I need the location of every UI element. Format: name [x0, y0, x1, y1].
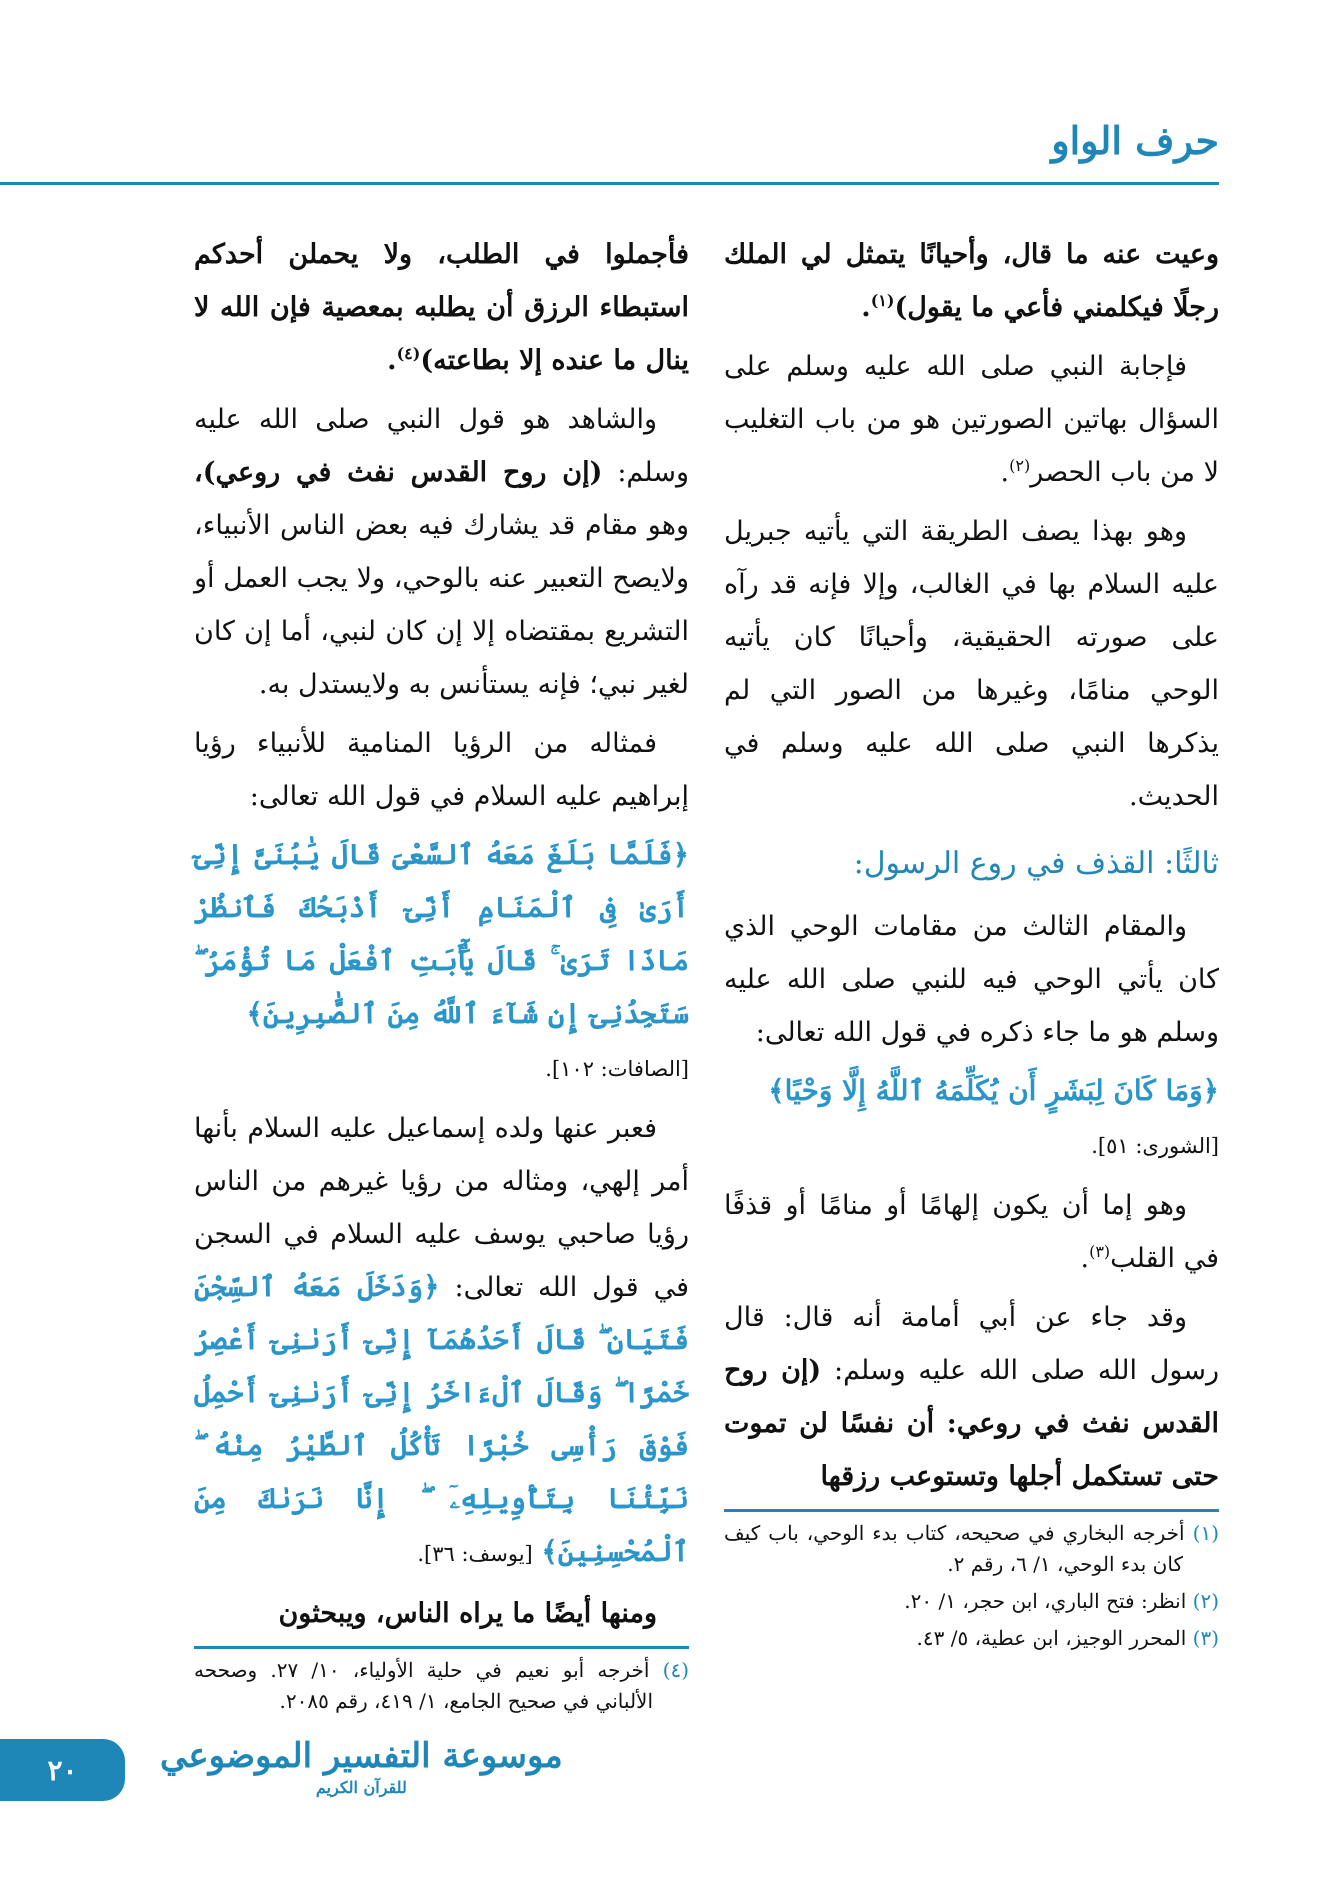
series-logo: [160, 1734, 563, 1798]
paragraph: والمقام الثالث من مقامات الوحي الذي كان يأتي الوحي فيه للنبي صلى الله عليه وسلم هو ما جاء ذكره في قول الله تعالى:: [724, 911, 1219, 1048]
footnote: [194, 1655, 689, 1717]
footnote-number: (٢): [1192, 1589, 1219, 1613]
verse-reference: [الشورى: ٥١].: [1091, 1134, 1219, 1158]
paragraph: [724, 1179, 1219, 1285]
footnote-number: (١): [1192, 1521, 1219, 1545]
footnote-number: (٣): [1192, 1626, 1219, 1650]
paragraph: [724, 228, 1219, 334]
text: وقد جاء عن أبي أمامة أنه قال: قال رسول الله صلى الله عليه وسلم:: [724, 1302, 1220, 1386]
footnote: [724, 1586, 1219, 1617]
page-number-tab: [0, 1739, 125, 1801]
section-heading: ثالثًا: القذف في روع الرسول:: [853, 846, 1219, 881]
quran-verse-block: [194, 829, 689, 1096]
series-logo-title: موسوعة التفسير الموضوعي: [160, 1736, 563, 1776]
footnotes-left: [194, 1655, 689, 1717]
text: .: [1080, 1243, 1090, 1274]
text: وهو مقام قد يشارك فيه بعض الناس الأنبياء، ولايصح التعبير عنه بالوحي، ولا يجب العمل أو التشريع بمقتضاه إلا إن كان لنبي، أما إن كان لغير نبي؛ فإنه يستأنس به ولايستدل به.: [194, 510, 689, 700]
footnote: [724, 1623, 1219, 1654]
quran-verse: ﴿وَمَا كَانَ لِبَشَرٍ أَن يُكَلِّمَهُ ٱللَّهُ إِلَّا وَحْيًا﴾: [768, 1074, 1219, 1107]
footnote-text: المحرر الوجيز، ابن عطية، ٥/ ٤٣.: [916, 1626, 1187, 1650]
page-number: ٢٠: [47, 1753, 78, 1787]
text: وهو إما أن يكون إلهامًا أو منامًا أو قذفًا في القلب: [724, 1190, 1219, 1274]
footnote-divider: [194, 1646, 689, 1649]
footnote-ref-1[interactable]: (١): [870, 291, 895, 310]
footnote-ref-4[interactable]: (٤): [396, 344, 421, 363]
hadith-quote: (إن روح القدس نفث في روعي)،: [194, 457, 603, 488]
paragraph: ومنها أيضًا ما يراه الناس، ويبحثون: [278, 1598, 657, 1629]
footnote-divider: [724, 1509, 1219, 1512]
footnote-text: انظر: فتح الباري، ابن حجر، ١/ ٢٠.: [904, 1589, 1187, 1613]
right-column: [724, 228, 1219, 1660]
chapter-title: حرف الواو: [1051, 118, 1219, 163]
left-column: [194, 228, 689, 1723]
quran-verse: ﴿وَدَخَلَ مَعَهُ ٱلسِّجْنَ فَتَيَانِ ۖ قَالَ أَحَدُهُمَآ إِنِّىٓ أَرَىٰنِىٓ أَعْصِرُ خَمْرًا ۖ وَقَالَ ٱلْءَاخَرُ إِنِّىٓ أَرَىٰنِىٓ أَحْمِلُ فَوْقَ رَأْسِى خُبْزًا تَأْكُلُ ٱلطَّيْرُ مِنْهُ ۖ نَبِّئْنَا بِتَأْوِيلِهِۦٓ ۖ إِنَّا نَرَىٰكَ مِنَ ٱلْمُحْسِنِينَ﴾: [194, 1270, 689, 1568]
hadith-quote: (إن روح القدس نفث في روعي: أن نفسًا لن تموت حتى تستكمل أجلها وتستوعب رزقها: [724, 1355, 1219, 1492]
footnote-ref-2[interactable]: (٢): [1009, 456, 1031, 475]
series-logo-subtitle: للقرآن الكريم: [315, 1778, 407, 1797]
text: وعيت عنه ما قال، وأحيانًا يتمثل لي الملك رجلًا فيكلمني فأعي ما يقول): [724, 239, 1219, 323]
footnote-text: أخرجه أبو نعيم في حلية الأولياء، ١٠/ ٢٧. وصححه الألباني في صحيح الجامع، ١/ ٤١٩، رقم ٢٠٨٥.: [194, 1658, 653, 1713]
quran-verse-block: [724, 1065, 1219, 1173]
paragraph: [194, 1102, 689, 1581]
footnote-ref-3[interactable]: (٣): [1089, 1242, 1111, 1261]
verse-reference: [يوسف: ٣٦].: [417, 1542, 533, 1566]
text: فأجملوا في الطلب، ولا يحملن أحدكم استبطاء الرزق أن يطلبه بمعصية فإن الله لا ينال ما عنده إلا بطاعته): [194, 239, 689, 376]
paragraph: فمثاله من الرؤيا المنامية للأنبياء رؤيا إبراهيم عليه السلام في قول الله تعالى:: [194, 728, 689, 812]
text: .: [1000, 457, 1010, 488]
footnote-number: (٤): [662, 1658, 689, 1682]
text: فعبر عنها ولده إسماعيل عليه السلام بأنها أمر إلهي، ومثاله من رؤيا غيرهم من الناس رؤيا صاحبي يوسف عليه السلام في السجن في قول الله تعالى:: [194, 1113, 689, 1303]
text: والشاهد هو قول النبي صلى الله عليه وسلم:: [194, 404, 689, 488]
paragraph: [194, 393, 689, 711]
text: فإجابة النبي صلى الله عليه وسلم على السؤال بهاتين الصورتين هو من باب التغليب لا من باب الحصر: [724, 351, 1219, 488]
text: .: [861, 292, 871, 323]
header-rule: [0, 182, 1219, 185]
verse-reference: [الصافات: ١٠٢].: [545, 1057, 689, 1081]
footnotes-right: [724, 1518, 1219, 1654]
paragraph: [194, 228, 689, 387]
text: .: [387, 345, 397, 376]
quran-verse: ﴿فَلَمَّا بَلَغَ مَعَهُ ٱلسَّعْىَ قَالَ يَٰبُنَىَّ إِنِّىٓ أَرَىٰ فِى ٱلْمَنَامِ أَنِّىٓ أَذْبَحُكَ فَٱنظُرْ مَاذَا تَرَىٰ ۚ قَالَ يَٰٓأَبَتِ ٱفْعَلْ مَا تُؤْمَرُ ۖ سَتَجِدُنِىٓ إِن شَآءَ ٱللَّهُ مِنَ ٱلصَّٰبِرِينَ﴾: [194, 838, 689, 1030]
paragraph: [724, 1291, 1219, 1503]
footnote: [724, 1518, 1219, 1580]
paragraph: [724, 340, 1219, 499]
paragraph: وهو بهذا يصف الطريقة التي يأتيه جبريل عليه السلام بها في الغالب، وإلا فإنه قد رآه على صورته الحقيقية، وأحيانًا كان يأتيه الوحي منامًا، وغيرها من الصور التي لم يذكرها النبي صلى الله عليه وسلم في الحديث.: [724, 516, 1219, 812]
footnote-text: أخرجه البخاري في صحيحه، كتاب بدء الوحي، باب كيف كان بدء الوحي، ١/ ٦، رقم ٢.: [724, 1521, 1185, 1576]
